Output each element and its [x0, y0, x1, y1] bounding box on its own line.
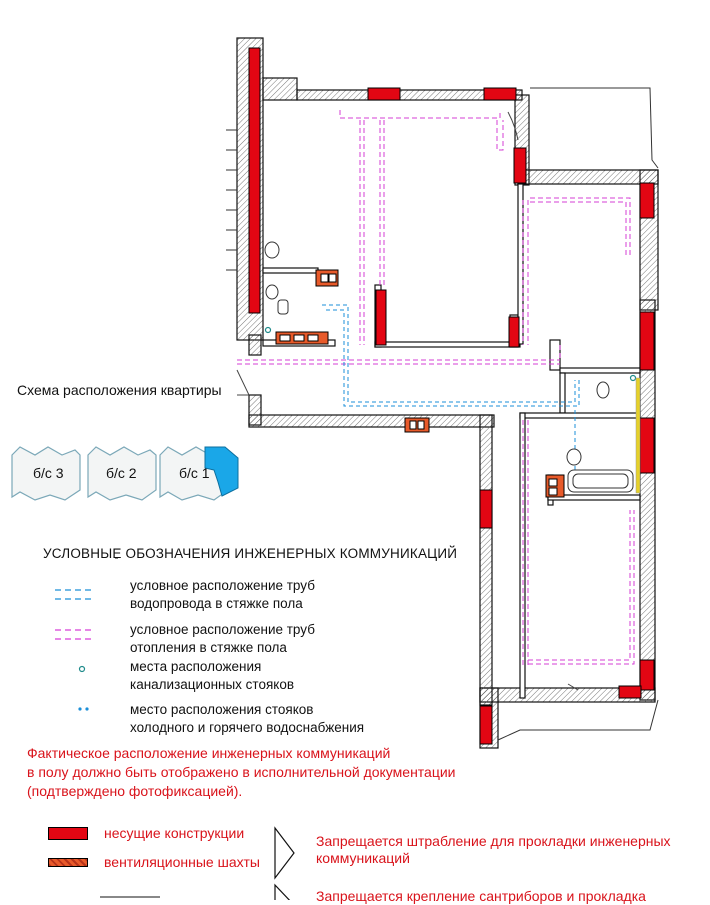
legend-samples — [55, 590, 95, 711]
load-bearing-label: несущие конструкции — [104, 825, 245, 841]
legend-sewer-line2: канализационных стояков — [130, 677, 295, 692]
legend-water-line1: условное расположение труб — [130, 578, 315, 593]
legend-water-line2: водопровода в стяжке пола — [130, 596, 303, 611]
section-label-3: б/с 3 — [33, 465, 64, 481]
water-pipes — [322, 305, 579, 470]
sewer-riser-icon — [266, 328, 271, 333]
legend-title: УСЛОВНЫЕ ОБОЗНАЧЕНИЯ ИНЖЕНЕРНЫХ КОММУНИКАЦИЙ — [43, 546, 458, 561]
section-label-2: б/с 2 — [106, 465, 137, 481]
locator-title: Схема расположения квартиры — [17, 382, 222, 398]
bathroom-partition — [636, 378, 640, 493]
exterior-walls — [237, 38, 658, 748]
no-chasing-line1: Запрещается штрабление для прокладки инженерных — [316, 833, 671, 849]
section-label-1: б/с 1 — [179, 465, 210, 481]
notice-line1: Фактическое расположение инженерных коммуникаций — [27, 745, 391, 761]
load-bearing-swatch — [48, 827, 88, 840]
no-chasing-line2: коммуникаций — [316, 850, 410, 866]
interior-walls — [263, 184, 640, 698]
no-mounting-line1: Запрещается крепление сантриборов и прокладка — [316, 888, 646, 904]
ventilation-swatch — [48, 858, 88, 867]
legend-risers-line2: холодного и горячего водоснабжения — [130, 720, 365, 735]
sewer-riser-icon — [631, 376, 636, 381]
legend-heating-line1: условное расположение труб — [130, 622, 315, 637]
legend-sewer-line1: места расположения — [130, 659, 262, 674]
legend-heating-line2: отопления в стяжке пола — [130, 640, 287, 655]
load-bearing-elements — [249, 48, 654, 744]
arrow-icons — [275, 828, 294, 900]
ventilation-label: вентиляционные шахты — [104, 854, 260, 870]
notice-line3: (подтверждено фотофиксацией). — [27, 783, 243, 799]
notice-line2: в полу должно быть отображено в исполнительной документации — [27, 764, 456, 780]
legend-risers-line1: место расположения стояков — [130, 702, 314, 717]
